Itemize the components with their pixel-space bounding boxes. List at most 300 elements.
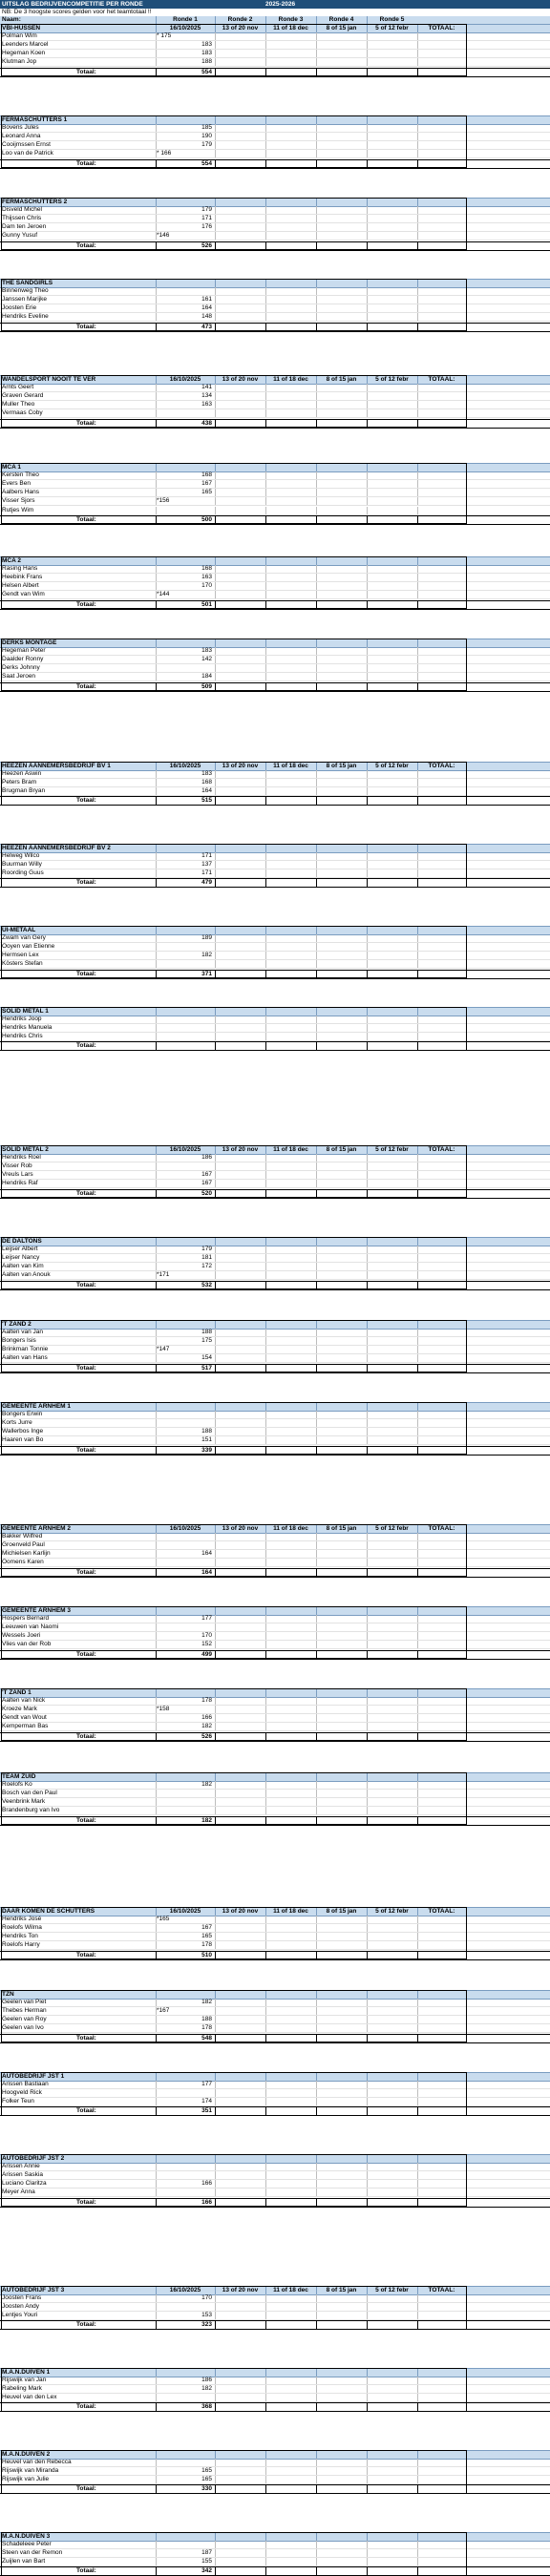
team-name: HEEZEN AANNEMERSBEDRIJF BV 1 xyxy=(2,763,111,769)
total-col-4 xyxy=(316,2485,366,2493)
team-header-r4: 8 of 15 jan xyxy=(316,25,366,32)
team-total-row xyxy=(0,2320,550,2330)
total-col-6 xyxy=(417,1952,465,1959)
round-6-score xyxy=(417,1559,465,1566)
team-header-total xyxy=(417,1607,465,1615)
player-row xyxy=(0,497,550,506)
round-1-score: 189 xyxy=(156,934,214,942)
player-row xyxy=(0,1632,550,1641)
round-2-score xyxy=(215,507,264,514)
rules-note-text: NB: De 3 hoogste scores gelden voor het teamtotaal !! xyxy=(2,9,152,15)
round-4-score xyxy=(316,673,366,681)
round-2-score xyxy=(215,409,264,417)
player-name: Kemperman Bas xyxy=(2,1723,49,1730)
round-2-score xyxy=(215,2558,264,2566)
team-header-total xyxy=(417,557,465,565)
team-total-row xyxy=(0,2034,550,2043)
round-5-score xyxy=(367,1623,416,1631)
team-total-label: Totaal: xyxy=(76,797,96,805)
player-name: Brinkman Tonnie xyxy=(2,1346,49,1353)
total-col-4 xyxy=(316,160,366,168)
round-5-score xyxy=(367,1916,416,1923)
team-name: TEAM ZUID xyxy=(2,1773,36,1780)
total-col-6 xyxy=(417,1447,465,1455)
total-col-5 xyxy=(367,601,416,609)
player-name: Wessels Joeri xyxy=(2,1632,41,1640)
round-1-score: 181 xyxy=(156,1254,214,1262)
player-row xyxy=(0,2312,550,2320)
team-total-row xyxy=(0,682,550,692)
team-header-r4 xyxy=(316,1321,366,1329)
round-1-score: 187 xyxy=(156,2549,214,2557)
round-1-score: 188 xyxy=(156,1329,214,1336)
round-4-score xyxy=(316,1329,366,1336)
round-6-score xyxy=(417,852,465,860)
total-col-3 xyxy=(265,879,315,887)
team-total-label: Totaal: xyxy=(76,2034,96,2042)
total-col-3 xyxy=(265,516,315,524)
round-3-score xyxy=(265,1924,315,1932)
player-row xyxy=(0,1807,550,1815)
team-total-row xyxy=(0,970,550,979)
round-3-score xyxy=(265,2541,315,2548)
round-2-score xyxy=(215,861,264,869)
round-4-score xyxy=(316,2294,366,2302)
round-4-score xyxy=(316,2171,366,2179)
round-6-score xyxy=(417,2385,465,2393)
round-4-score xyxy=(316,2312,366,2319)
team-total-row xyxy=(0,2198,550,2208)
round-1-score xyxy=(156,960,214,968)
round-4-score xyxy=(316,574,366,581)
team-header-r3 xyxy=(265,1238,315,1246)
team-total-value: 515 xyxy=(156,797,214,805)
player-name: Hermsen Lex xyxy=(2,952,39,959)
total-col-6 xyxy=(417,683,465,691)
total-col-4 xyxy=(316,2107,366,2115)
team-header-r5: 5 of 12 febr xyxy=(367,1525,416,1533)
round-4-score xyxy=(316,2377,366,2384)
round-5-score xyxy=(367,770,416,778)
round-3-score xyxy=(265,2016,315,2023)
player-row xyxy=(0,296,550,304)
round-2-score xyxy=(215,296,264,304)
team-total-row xyxy=(0,878,550,888)
team-total-label: Totaal: xyxy=(76,600,96,608)
team-name: M.A.N.DUIVEN 2 xyxy=(2,2451,51,2458)
round-3-score xyxy=(265,1790,315,1797)
total-col-2 xyxy=(215,2107,264,2115)
player-name: Zwam van Gery xyxy=(2,934,46,942)
team-header-r1 xyxy=(156,927,214,934)
round-1-score xyxy=(156,1016,214,1023)
team-header-r3: 11 of 18 dec xyxy=(265,1146,315,1154)
round-2-score xyxy=(215,1033,264,1040)
player-name: Geelen van Ivo xyxy=(2,2024,44,2032)
col-round-2: Ronde 2 xyxy=(215,16,264,24)
round-3-score xyxy=(265,869,315,877)
round-5-score xyxy=(367,2024,416,2032)
round-3-score xyxy=(265,507,315,514)
round-1-score xyxy=(156,2394,214,2401)
round-5-score xyxy=(367,1024,416,1032)
round-5-score xyxy=(367,304,416,312)
player-name: Arnts Geert xyxy=(2,384,34,391)
total-col-4 xyxy=(316,2035,366,2042)
team-header-r4 xyxy=(316,557,366,565)
team-header-r1 xyxy=(156,2155,214,2163)
team-header-r3 xyxy=(265,280,315,287)
total-col-5 xyxy=(367,1952,416,1959)
player-row xyxy=(0,2024,550,2033)
team-header-r1 xyxy=(156,1403,214,1411)
player-row xyxy=(0,647,550,656)
team-total-value: 526 xyxy=(156,1733,214,1741)
round-5-score xyxy=(367,1354,416,1362)
team-header-r3 xyxy=(265,1008,315,1016)
round-6-score xyxy=(417,1016,465,1023)
total-col-3 xyxy=(265,324,315,331)
team-header-r5 xyxy=(367,1689,416,1697)
team-header-total xyxy=(417,199,465,206)
team-header-r5: 5 of 12 febr xyxy=(367,2287,416,2294)
total-col-5 xyxy=(367,971,416,978)
round-5-score xyxy=(367,2467,416,2475)
team-header-r2 xyxy=(215,280,264,287)
round-5-score xyxy=(367,1559,416,1566)
round-3-score xyxy=(265,1428,315,1435)
team-header-total xyxy=(417,1403,465,1411)
total-col-2 xyxy=(215,601,264,609)
round-5-score xyxy=(367,2007,416,2015)
round-2-score xyxy=(215,2294,264,2302)
round-3-score xyxy=(265,1706,315,1713)
total-col-5 xyxy=(367,2403,416,2411)
player-name: Joosten Frans xyxy=(2,2294,42,2302)
round-2-score xyxy=(215,1550,264,1558)
total-col-2 xyxy=(215,1447,264,1455)
round-3-score xyxy=(265,50,315,57)
round-5-score xyxy=(367,1346,416,1353)
total-col-4 xyxy=(316,1733,366,1741)
player-row xyxy=(0,124,550,133)
player-name: Rabeling Mark xyxy=(2,2385,42,2393)
total-col-4 xyxy=(316,2321,366,2329)
round-5-score xyxy=(367,1271,416,1279)
round-6-score xyxy=(417,1337,465,1345)
player-name: Korts Jurre xyxy=(2,1419,32,1427)
round-3-score xyxy=(265,656,315,663)
player-row xyxy=(0,58,550,67)
round-5-score xyxy=(367,1419,416,1427)
team-header-r5 xyxy=(367,557,416,565)
player-row xyxy=(0,673,550,681)
team-total-label: Totaal: xyxy=(76,1446,96,1454)
round-6-score xyxy=(417,2024,465,2032)
sheet-title: UITSLAG BEDRIJVENCOMPETITIE PER RONDE xyxy=(2,1,143,8)
team-total-value: 517 xyxy=(156,1365,214,1372)
round-2-score xyxy=(215,2476,264,2483)
round-3-score xyxy=(265,1615,315,1623)
team-header-r1 xyxy=(156,639,214,647)
round-6-score xyxy=(417,2189,465,2196)
total-col-3 xyxy=(265,683,315,691)
round-2-score xyxy=(215,582,264,590)
team-name: SOLID METAL 1 xyxy=(2,1008,49,1015)
player-row xyxy=(0,206,550,215)
team-total-value: 351 xyxy=(156,2107,214,2115)
round-3-score xyxy=(265,2024,315,2032)
team-total-row xyxy=(0,600,550,610)
round-4-score xyxy=(316,1723,366,1730)
player-name: Zuijlen van Bart xyxy=(2,2558,46,2566)
round-4-score xyxy=(316,1162,366,1170)
round-3-score xyxy=(265,861,315,869)
team-header-r5 xyxy=(367,2451,416,2459)
player-name: Aalbers Hans xyxy=(2,489,40,496)
team-header-total xyxy=(417,1321,465,1329)
team-header-r3 xyxy=(265,2155,315,2163)
round-5-score xyxy=(367,124,416,132)
round-6-score xyxy=(417,1632,465,1640)
round-5-score xyxy=(367,591,416,598)
player-row xyxy=(0,2081,550,2089)
round-5-score xyxy=(367,2163,416,2170)
round-6-score xyxy=(417,591,465,598)
round-3-score xyxy=(265,232,315,240)
player-name: Helweg Wilco xyxy=(2,852,40,860)
round-5-score xyxy=(367,2081,416,2088)
player-name: Leenders Marcel xyxy=(2,41,49,49)
team-header-r5 xyxy=(367,1008,416,1016)
team-header-r2 xyxy=(215,1008,264,1016)
round-6-score xyxy=(417,664,465,672)
round-3-score xyxy=(265,1714,315,1722)
player-row xyxy=(0,852,550,861)
round-3-score xyxy=(265,206,315,214)
team-name: GEMEENTE ARNHEM 2 xyxy=(2,1525,71,1532)
round-2-score xyxy=(215,480,264,488)
round-4-score xyxy=(316,1615,366,1623)
round-2-score xyxy=(215,2016,264,2023)
round-4-score xyxy=(316,1180,366,1187)
round-2-score xyxy=(215,852,264,860)
round-5-score xyxy=(367,223,416,231)
round-2-score xyxy=(215,471,264,479)
team-name: AUTOBEDRIJF JST 3 xyxy=(2,2287,65,2293)
round-5-score xyxy=(367,2476,416,2483)
team-header-r5 xyxy=(367,845,416,852)
total-col-2 xyxy=(215,2567,264,2575)
round-2-score xyxy=(215,2459,264,2466)
team-header-r2 xyxy=(215,2451,264,2459)
team-total-value: 510 xyxy=(156,1952,214,1959)
round-3-score xyxy=(265,384,315,391)
round-2-score xyxy=(215,2171,264,2179)
round-1-score xyxy=(156,2303,214,2311)
player-row xyxy=(0,2394,550,2402)
team-header-r5: 5 of 12 febr xyxy=(367,1146,416,1154)
team-total-label: Totaal: xyxy=(76,419,96,427)
round-3-score xyxy=(265,582,315,590)
total-col-5 xyxy=(367,1733,416,1741)
total-col-6 xyxy=(417,69,465,76)
round-4-score xyxy=(316,1541,366,1549)
player-name: Hospers Bernard xyxy=(2,1615,50,1623)
total-col-2 xyxy=(215,683,264,691)
total-col-6 xyxy=(417,797,465,805)
team-header-r5 xyxy=(367,116,416,124)
round-4-score xyxy=(316,861,366,869)
round-3-score xyxy=(265,409,315,417)
round-4-score xyxy=(316,50,366,57)
round-4-score xyxy=(316,2303,366,2311)
round-2-score xyxy=(215,2163,264,2170)
player-name: Brandenburg van Ivo xyxy=(2,1807,60,1814)
team-header-r2 xyxy=(215,639,264,647)
player-name: Buurman Willy xyxy=(2,861,42,869)
total-col-4 xyxy=(316,1952,366,1959)
round-5-score xyxy=(367,1706,416,1713)
team-total-label: Totaal: xyxy=(76,1364,96,1372)
round-6-score xyxy=(417,656,465,663)
round-3-score xyxy=(265,392,315,400)
player-name: Arissen Saskia xyxy=(2,2171,43,2179)
team-name: VBI-HUSSEN xyxy=(2,25,41,31)
team-name: DE DALTONS xyxy=(2,1238,42,1245)
round-4-score xyxy=(316,215,366,222)
round-1-score: 166 xyxy=(156,2180,214,2188)
round-2-score xyxy=(215,304,264,312)
total-col-3 xyxy=(265,160,315,168)
round-4-score xyxy=(316,2558,366,2566)
player-name: Loo van de Patrick xyxy=(2,150,53,157)
player-name: Arissen Bastiaan xyxy=(2,2081,49,2088)
round-1-score: 165 xyxy=(156,2476,214,2483)
total-col-2 xyxy=(215,2485,264,2493)
round-1-score: 179 xyxy=(156,141,214,149)
round-2-score xyxy=(215,1623,264,1631)
player-name: Derks Johnny xyxy=(2,664,40,672)
round-6-score xyxy=(417,1024,465,1032)
round-4-score xyxy=(316,2394,366,2401)
player-row xyxy=(0,2377,550,2385)
team-header-r3: 11 of 18 dec xyxy=(265,2287,315,2294)
player-row xyxy=(0,591,550,599)
round-3-score xyxy=(265,1781,315,1789)
player-name: Meyer Anna xyxy=(2,2189,35,2196)
total-col-2 xyxy=(215,1651,264,1659)
round-6-score xyxy=(417,869,465,877)
round-5-score xyxy=(367,673,416,681)
round-6-score xyxy=(417,313,465,321)
round-3-score xyxy=(265,1162,315,1170)
total-col-4 xyxy=(316,2403,366,2411)
player-row xyxy=(0,2007,550,2016)
round-4-score xyxy=(316,1154,366,1162)
total-col-5 xyxy=(367,1569,416,1577)
team-header-total: TOTAAL: xyxy=(417,1146,465,1154)
round-2-score xyxy=(215,673,264,681)
round-1-score: *144 xyxy=(156,591,214,598)
team-header-r3 xyxy=(265,1991,315,1999)
total-col-4 xyxy=(316,420,366,428)
round-4-score xyxy=(316,779,366,786)
team-name: TZN xyxy=(2,1991,14,1998)
team-header-r3 xyxy=(265,116,315,124)
col-round-1: Ronde 1 xyxy=(156,16,214,24)
team-header-r1: 16/10/2025 xyxy=(156,1908,214,1916)
player-name: Roelofs Harry xyxy=(2,1941,40,1949)
player-row xyxy=(0,1271,550,1280)
round-1-score: 178 xyxy=(156,2024,214,2032)
player-name: Schadeleee Peter xyxy=(2,2541,52,2548)
round-2-score xyxy=(215,1781,264,1789)
team-header-r2 xyxy=(215,1321,264,1329)
team-header-r3 xyxy=(265,1607,315,1615)
team-header-r3 xyxy=(265,1403,315,1411)
round-5-score xyxy=(367,565,416,573)
round-4-score xyxy=(316,1254,366,1262)
round-2-score xyxy=(215,1171,264,1179)
team-header-r2 xyxy=(215,2155,264,2163)
round-3-score xyxy=(265,1033,315,1040)
round-3-score xyxy=(265,2549,315,2557)
round-3-score xyxy=(265,787,315,795)
total-col-4 xyxy=(316,2199,366,2207)
round-4-score xyxy=(316,1781,366,1789)
team-name: M.A.N.DUIVEN 3 xyxy=(2,2533,51,2540)
round-1-score: 186 xyxy=(156,2377,214,2384)
round-1-score: 153 xyxy=(156,2312,214,2319)
player-row xyxy=(0,1790,550,1798)
round-3-score xyxy=(265,1916,315,1923)
total-col-5 xyxy=(367,1817,416,1825)
player-row xyxy=(0,664,550,673)
round-5-score xyxy=(367,1632,416,1640)
round-1-score: 148 xyxy=(156,313,214,321)
round-1-score: 183 xyxy=(156,647,214,655)
round-4-score xyxy=(316,952,366,959)
player-name: Muller Theo xyxy=(2,401,35,408)
round-6-score xyxy=(417,304,465,312)
team-total-row xyxy=(0,2566,550,2576)
round-1-score xyxy=(156,1807,214,1814)
total-col-5 xyxy=(367,1365,416,1372)
player-name: Hoogveld Rick xyxy=(2,2089,42,2097)
round-2-score xyxy=(215,1411,264,1418)
player-row xyxy=(0,2098,550,2106)
round-4-score xyxy=(316,1999,366,2006)
round-2-score xyxy=(215,489,264,496)
round-5-score xyxy=(367,50,416,57)
round-5-score xyxy=(367,471,416,479)
round-4-score xyxy=(316,1714,366,1722)
round-2-score xyxy=(215,1428,264,1435)
team-header-total xyxy=(417,1238,465,1246)
round-6-score xyxy=(417,2163,465,2170)
round-3-score xyxy=(265,2081,315,2088)
round-1-score xyxy=(156,2459,214,2466)
round-3-score xyxy=(265,2098,315,2105)
round-4-score xyxy=(316,1623,366,1631)
round-1-score: 167 xyxy=(156,1924,214,1932)
total-col-2 xyxy=(215,1817,264,1825)
round-4-score xyxy=(316,1798,366,1806)
player-name: Roelofs Wilma xyxy=(2,1924,42,1932)
round-5-score xyxy=(367,1337,416,1345)
round-6-score xyxy=(417,1033,465,1040)
